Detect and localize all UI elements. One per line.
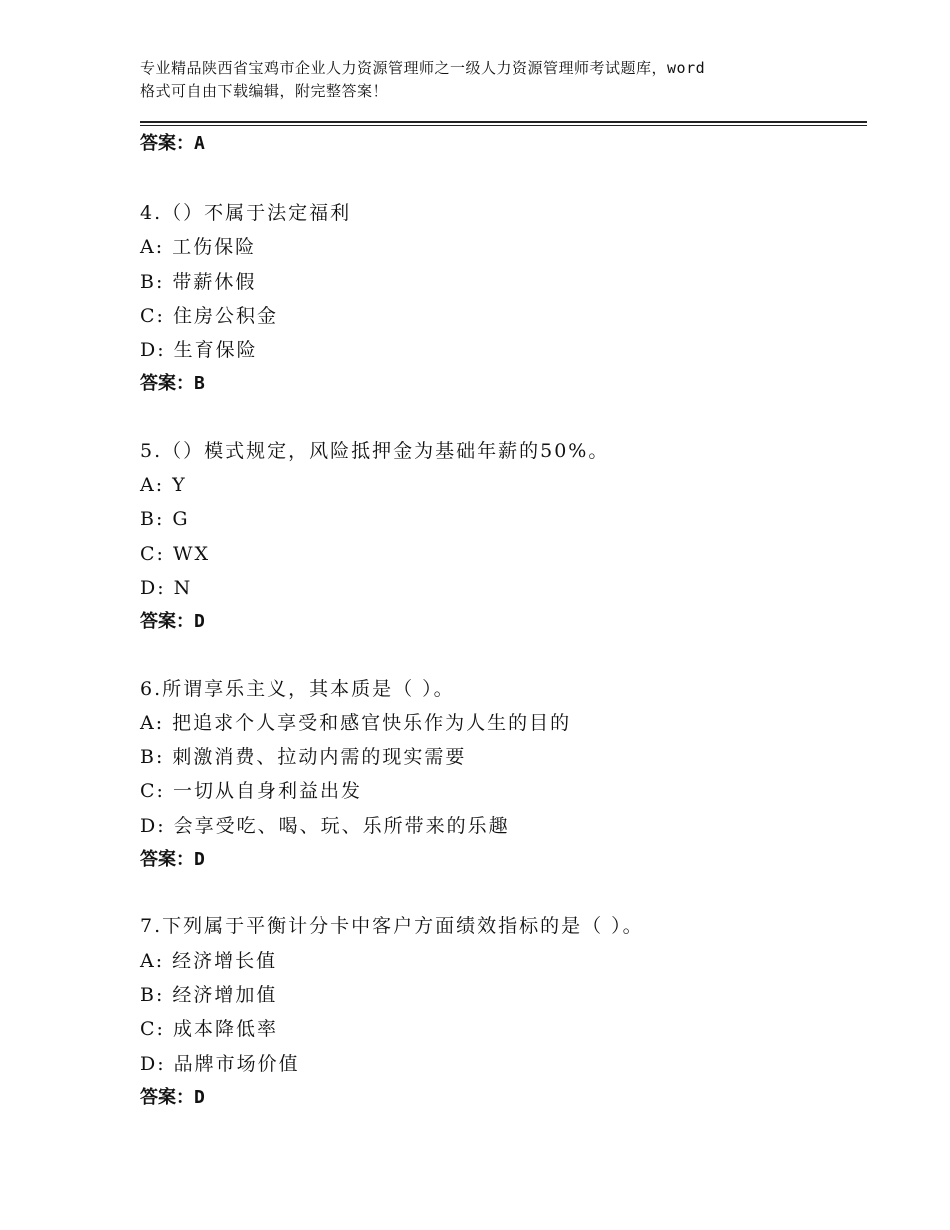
option-a: A: 经济增长值 [140, 949, 278, 972]
answer-label: 答案：D [140, 1086, 205, 1108]
option-b: B: 经济增加值 [140, 983, 278, 1006]
question-stem: 5.（）模式规定，风险抵押金为基础年薪的50%。 [140, 439, 610, 462]
question-block [140, 672, 860, 878]
option-d: D: N [140, 576, 193, 599]
answer-label: 答案：B [140, 373, 205, 395]
header-line-2: 格式可自由下载编辑，附完整答案！ [140, 82, 389, 100]
question-stem: 7.下列属于平衡计分卡中客户方面绩效指标的是（ ）。 [140, 915, 644, 938]
question-block [140, 909, 860, 1115]
option-d: D: 会享受吃、喝、玩、乐所带来的乐趣 [140, 814, 510, 837]
option-c: C: WX [140, 542, 211, 565]
option-c: C: 一切从自身利益出发 [140, 780, 362, 803]
option-b: B: 刺激消费、拉动内需的现实需要 [140, 746, 467, 769]
option-a: A: 工伤保险 [140, 236, 257, 259]
question-block [140, 434, 860, 640]
answer-label: 答案：A [140, 133, 205, 154]
answer-label: 答案：D [140, 849, 205, 871]
header-line-1: 专业精品陕西省宝鸡市企业人力资源管理师之一级人力资源管理师考试题库，word [140, 59, 706, 77]
option-a: A: 把追求个人享受和感官快乐作为人生的目的 [140, 711, 572, 734]
option-d: D: 品牌市场价值 [140, 1052, 300, 1075]
header-divider-thick [140, 121, 867, 123]
question-list [140, 196, 860, 1147]
option-b: B: G [140, 508, 190, 531]
option-c: C: 成本降低率 [140, 1018, 278, 1041]
document-header [140, 57, 820, 103]
question-stem: 4.（）不属于法定福利 [140, 202, 352, 224]
question-stem: 6.所谓享乐主义，其本质是（ ）。 [140, 677, 455, 700]
option-d: D: 生育保险 [140, 339, 258, 362]
header-divider-thin [140, 125, 867, 126]
option-a: A: Y [140, 474, 187, 497]
option-b: B: 带薪休假 [140, 270, 257, 293]
option-c: C: 住房公积金 [140, 304, 278, 327]
question-block [140, 196, 860, 402]
answer-label: 答案：D [140, 611, 205, 633]
